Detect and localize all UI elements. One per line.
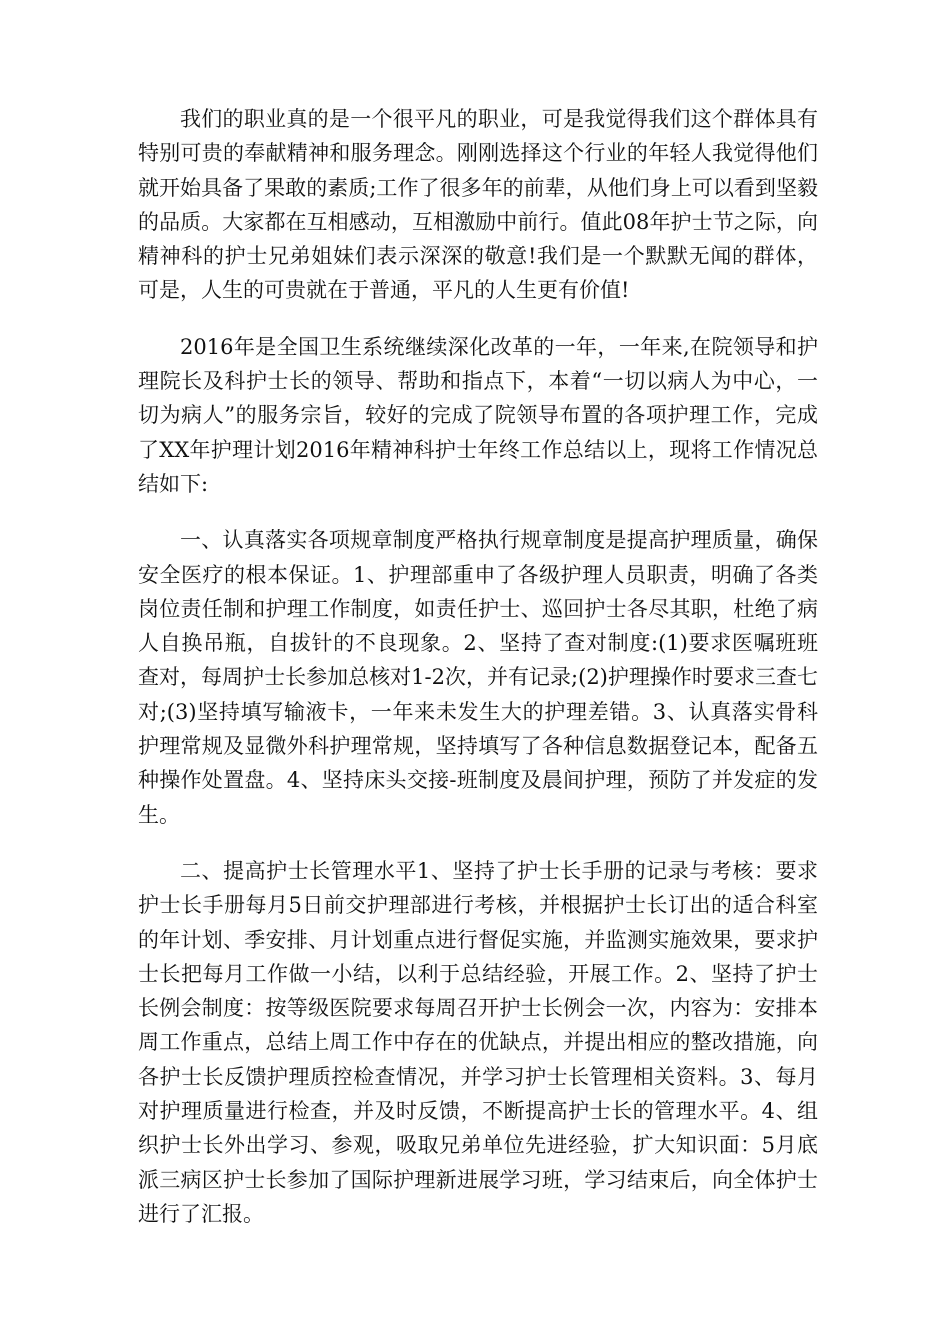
paragraph-intro: 我们的职业真的是一个很平凡的职业，可是我觉得我们这个群体具有特别可贵的奉献精神和服务理念。刚刚选择这个行业的年轻人我觉得他们就开始具备了果敢的素质;工作了很多年的前辈，从他们身上可以看到坚毅的品质。大家都在互相感动，互相激励中前行。值此08年护士节之际，向精神科的护士兄弟姐妹们表示深深的敬意!我们是一个默默无闻的群体，可是，人生的可贵就在于普通，平凡的人生更有价值! [138,107,818,303]
paragraph-section-two: 二、提高护士长管理水平1、坚持了护士长手册的记录与考核：要求护士长手册每月5日前交护理部进行考核，并根据护士长订出的适合科室的年计划、季安排、月计划重点进行督促实施，并监测实施效果，要求护士长把每月工作做一小结，以利于总结经验，开展工作。2、坚持了护士长例会制度：按等级医院要求每周召开护士长例会一次，内容为：安排本周工作重点，总结上周工作中存在的优缺点，并提出相应的整改措施，向各护士长反馈护理质控检查情况，并学习护士长管理相关资料。3、每月对护理质量进行检查，并及时反馈，不断提高护士长的管理水平。4、组织护士长外出学习、参观，吸取兄弟单位先进经验，扩大知识面：5月底派三病区护士长参加了国际护理新进展学习班，学习结束后，向全体护士进行了汇报。 [138,858,818,1226]
document-body [138,102,818,1253]
paragraph-overview: 2016年是全国卫生系统继续深化改革的一年，一年来,在院领导和护理院长及科护士长的领导、帮助和指点下，本着“一切以病人为中心，一切为病人”的服务宗旨，较好的完成了院领导布置的各项护理工作，完成了XX年护理计划2016年精神科护士年终工作总结以上，现将工作情况总结如下: [138,334,818,496]
paragraph-section-one: 一、认真落实各项规章制度严格执行规章制度是提高护理质量，确保安全医疗的根本保证。1、护理部重申了各级护理人员职责，明确了各类岗位责任制和护理工作制度，如责任护士、巡回护士各尽其职，杜绝了病人自换吊瓶，自拔针的不良现象。2、坚持了查对制度:(1)要求医嘱班班查对，每周护士长参加总核对1-2次，并有记录;(2)护理操作时要求三查七对;(3)坚持填写输液卡，一年来未发生大的护理差错。3、认真落实骨科护理常规及显微外科护理常规，坚持填写了各种信息数据登记本，配备五种操作处置盘。4、坚持床头交接-班制度及晨间护理，预防了并发症的发生。 [138,528,818,827]
